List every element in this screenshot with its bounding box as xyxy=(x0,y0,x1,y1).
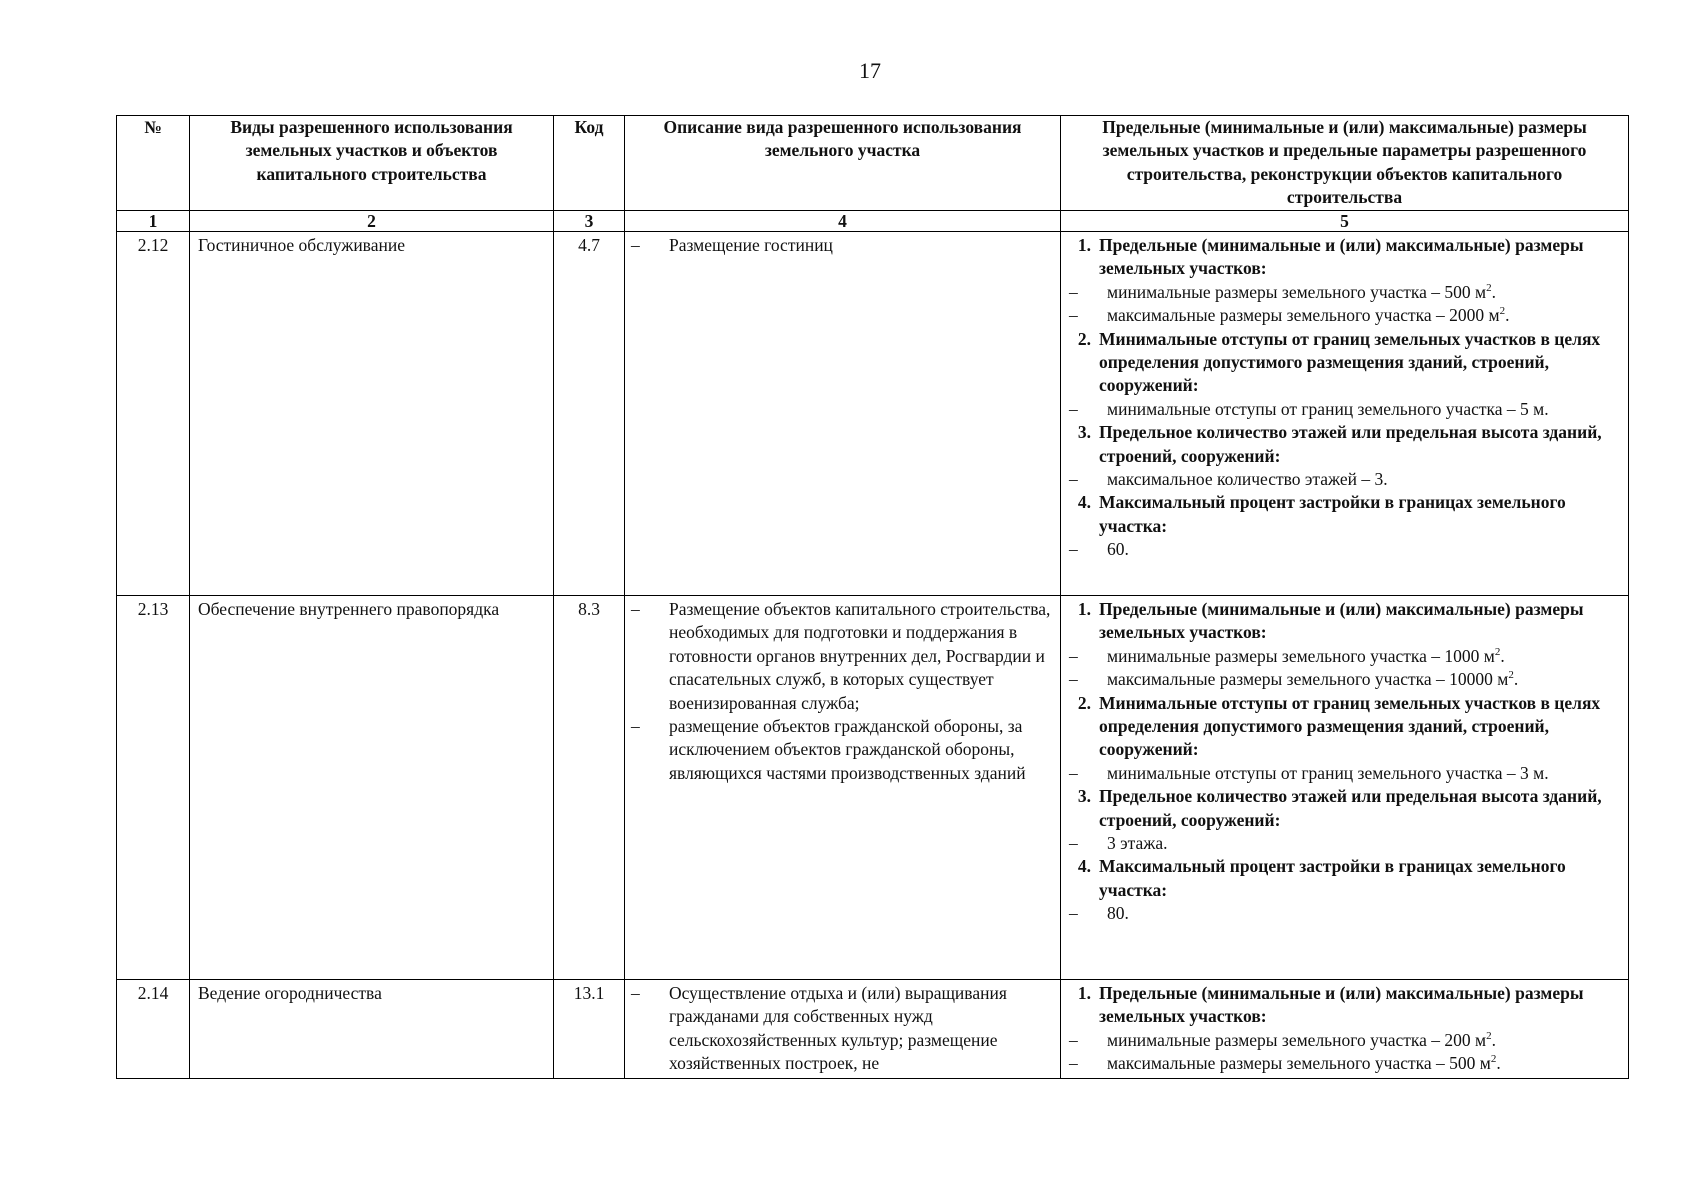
param-heading: 3. Предельное количество этажей или предельная высота зданий, строений, сооружений: xyxy=(1077,422,1602,466)
use-code: 4.7 xyxy=(554,232,625,596)
param-value: – минимальные отступы от границ земельного участка – 3 м. xyxy=(1069,762,1549,783)
use-params xyxy=(1061,596,1629,980)
header-kind: Виды разрешенного использования земельных участков и объектов капитального строительства xyxy=(190,116,554,211)
description-item: – Размещение гостиниц xyxy=(631,235,833,255)
param-heading: 1. Предельные (минимальные и (или) максимальные) размеры земельных участков: xyxy=(1077,235,1584,279)
param-heading: 2. Минимальные отступы от границ земельных участков в целях определения допустимого размещения зданий, строений, сооружений: xyxy=(1077,328,1601,396)
use-description xyxy=(625,232,1061,596)
description-item: – размещение объектов гражданской обороны, за исключением объектов гражданской обороны, являющихся частями производственных зданий xyxy=(631,716,1026,783)
param-heading: 1. Предельные (минимальные и (или) максимальные) размеры земельных участков: xyxy=(1077,599,1584,643)
use-params xyxy=(1061,980,1629,1079)
header-row xyxy=(117,116,1629,211)
header-description: Описание вида разрешенного использования земельного участка xyxy=(625,116,1061,211)
table-row xyxy=(117,232,1629,596)
row-number: 2.12 xyxy=(117,232,190,596)
param-value: – максимальные размеры земельного участка – 500 $м^2$. xyxy=(1069,1053,1501,1074)
param-value: – максимальное количество этажей – 3. xyxy=(1069,469,1388,490)
param-value: – 80. xyxy=(1069,903,1129,924)
use-description xyxy=(625,980,1061,1079)
column-number-row xyxy=(117,211,1629,232)
param-heading: 3. Предельное количество этажей или предельная высота зданий, строений, сооружений: xyxy=(1077,786,1602,830)
table-row xyxy=(117,980,1629,1079)
table-row xyxy=(117,596,1629,980)
param-heading: 4. Максимальный процент застройки в границах земельного участка: xyxy=(1077,492,1566,536)
land-use-table xyxy=(116,115,1629,1079)
description-item: – Осуществление отдыха и (или) выращивания гражданами для собственных нужд сельскохозяйственных культур; размещение хозяйственных построек, не xyxy=(631,983,1007,1074)
use-code: 8.3 xyxy=(554,596,625,980)
param-heading: 1. Предельные (минимальные и (или) максимальные) размеры земельных участков: xyxy=(1077,983,1584,1027)
use-kind: Гостиничное обслуживание xyxy=(190,232,554,596)
param-value: – 3 этажа. xyxy=(1069,833,1168,854)
use-params xyxy=(1061,232,1629,596)
header-code: Код xyxy=(554,116,625,211)
column-number: 1 xyxy=(117,211,190,232)
param-value: – минимальные размеры земельного участка – 200 $м^2$. xyxy=(1069,1029,1496,1050)
param-value: – максимальные размеры земельного участка – 2000 $м^2$. xyxy=(1069,305,1510,326)
page-number: 17 xyxy=(859,58,881,83)
param-value: – минимальные отступы от границ земельного участка – 5 м. xyxy=(1069,398,1549,419)
header-params: Предельные (минимальные и (или) максимальные) размеры земельных участков и предельные параметры разрешенного строительства, реконструкции объектов капитального строительства xyxy=(1061,116,1629,211)
column-number: 3 xyxy=(554,211,625,232)
use-code: 13.1 xyxy=(554,980,625,1079)
param-value: – максимальные размеры земельного участка – 10000 $м^2$. xyxy=(1069,669,1519,690)
header-no: № xyxy=(117,116,190,211)
column-number: 4 xyxy=(625,211,1061,232)
param-value: – 60. xyxy=(1069,539,1129,560)
row-number: 2.13 xyxy=(117,596,190,980)
column-number: 5 xyxy=(1061,211,1629,232)
row-number: 2.14 xyxy=(117,980,190,1079)
param-value: – минимальные размеры земельного участка – 1000 $м^2$. xyxy=(1069,645,1505,666)
param-heading: 2. Минимальные отступы от границ земельных участков в целях определения допустимого размещения зданий, строений, сооружений: xyxy=(1077,692,1601,760)
use-kind: Ведение огородничества xyxy=(190,980,554,1079)
use-kind: Обеспечение внутреннего правопорядка xyxy=(190,596,554,980)
param-value: – минимальные размеры земельного участка – 500 $м^2$. xyxy=(1069,281,1496,302)
description-item: – Размещение объектов капитального строительства, необходимых для подготовки и поддержания в готовности органов внутренних дел, Росгвардии и спасательных служб, в которых существует военизированная служба; xyxy=(631,599,1051,713)
column-number: 2 xyxy=(190,211,554,232)
use-description xyxy=(625,596,1061,980)
param-heading: 4. Максимальный процент застройки в границах земельного участка: xyxy=(1077,856,1566,900)
